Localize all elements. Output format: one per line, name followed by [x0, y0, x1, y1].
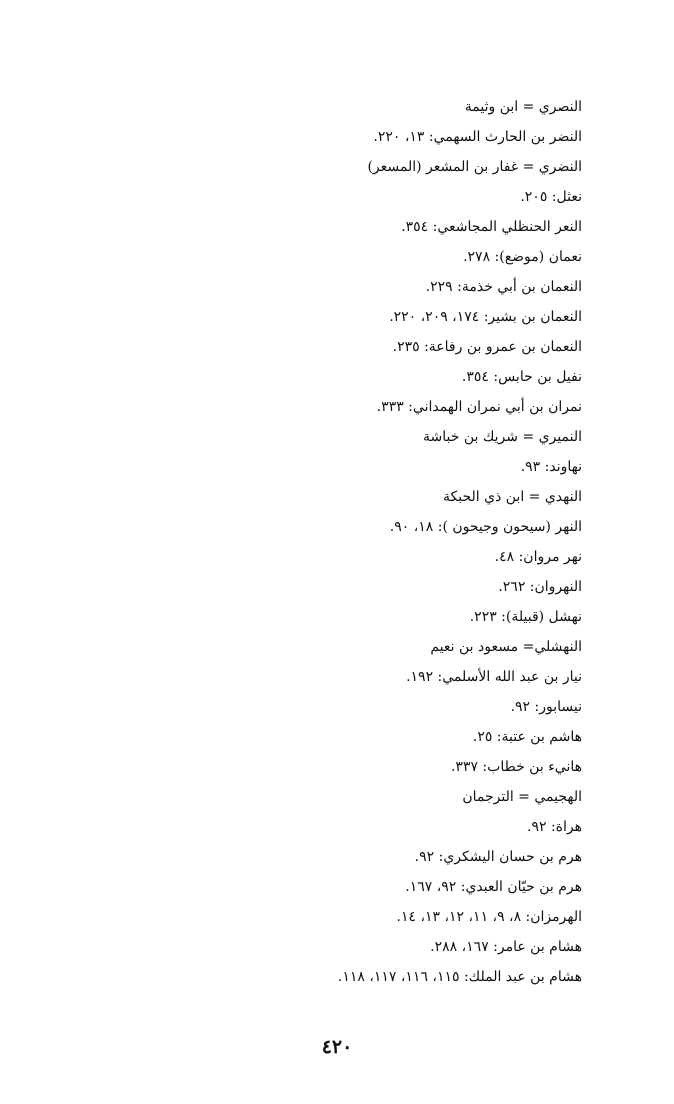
- index-entry: هانيء بن خطاب: ٣٣٧.: [450, 759, 582, 775]
- index-entry: النضري = غفار بن المشعر (المسعر): [367, 159, 582, 175]
- index-entry: النهر (سيحون وجيحون ): ١٨، ٩٠.: [389, 519, 582, 535]
- index-entry-list: [162, 92, 582, 992]
- index-entry: هراة: ٩٢.: [527, 819, 582, 835]
- index-entry: الهرمزان: ٨، ٩، ١١، ١٢، ١٣، ١٤.: [396, 909, 582, 925]
- index-entry: نعمان (موضع): ٢٧٨.: [463, 249, 582, 265]
- index-entry: النعمان بن أبي خذمة: ٢٢٩.: [425, 279, 582, 295]
- index-entry: النضر بن الحارث السهمي: ١٣، ٢٢٠.: [373, 129, 582, 145]
- index-entry: النهروان: ٢٦٢.: [498, 579, 582, 595]
- index-entry: نيسابور: ٩٢.: [510, 699, 582, 715]
- index-entry: النميري = شريك بن خباشة: [423, 429, 582, 445]
- index-entry: هشام بن عامر: ١٦٧، ٢٨٨.: [430, 939, 582, 955]
- index-entry: الهجيمي = الترجمان: [462, 789, 582, 805]
- index-entry: نفيل بن حابس: ٣٥٤.: [461, 369, 582, 385]
- index-entry: هرم بن حسان اليشكري: ٩٢.: [414, 849, 582, 865]
- index-entry: نهاوند: ٩٣.: [520, 459, 582, 475]
- index-entry: نهشل (قبيلة): ٢٢٣.: [469, 609, 582, 625]
- index-entry: النهدي = ابن ذي الحبكة: [443, 489, 582, 505]
- index-entry: نهر مروان: ٤٨.: [494, 549, 582, 565]
- index-entry: النعمان بن بشير: ١٧٤، ٢٠٩، ٢٢٠.: [389, 309, 582, 325]
- index-entry: هرم بن حيّان العبدي: ٩٢، ١٦٧.: [405, 879, 582, 895]
- index-entry: نيار بن عبد الله الأسلمي: ١٩٢.: [406, 669, 582, 685]
- index-entry: هاشم بن عتبة: ٢٥.: [472, 729, 582, 745]
- index-entry: النعمان بن عمرو بن رفاعة: ٢٣٥.: [392, 339, 582, 355]
- index-entry: النعر الحنظلي المجاشعي: ٣٥٤.: [401, 219, 582, 235]
- index-entry: هشام بن عبد الملك: ١١٥، ١١٦، ١١٧، ١١٨.: [337, 969, 582, 985]
- index-entry: النهشلي= مسعود بن نعيم: [430, 639, 582, 655]
- index-entry: نمران بن أبي نمران الهمداني: ٣٣٣.: [376, 399, 582, 415]
- page-number: ٤٢٠: [321, 1036, 353, 1058]
- index-entry: النصري = ابن وثيمة: [464, 99, 582, 115]
- index-entry: نعثل: ٢٠٥.: [520, 189, 582, 205]
